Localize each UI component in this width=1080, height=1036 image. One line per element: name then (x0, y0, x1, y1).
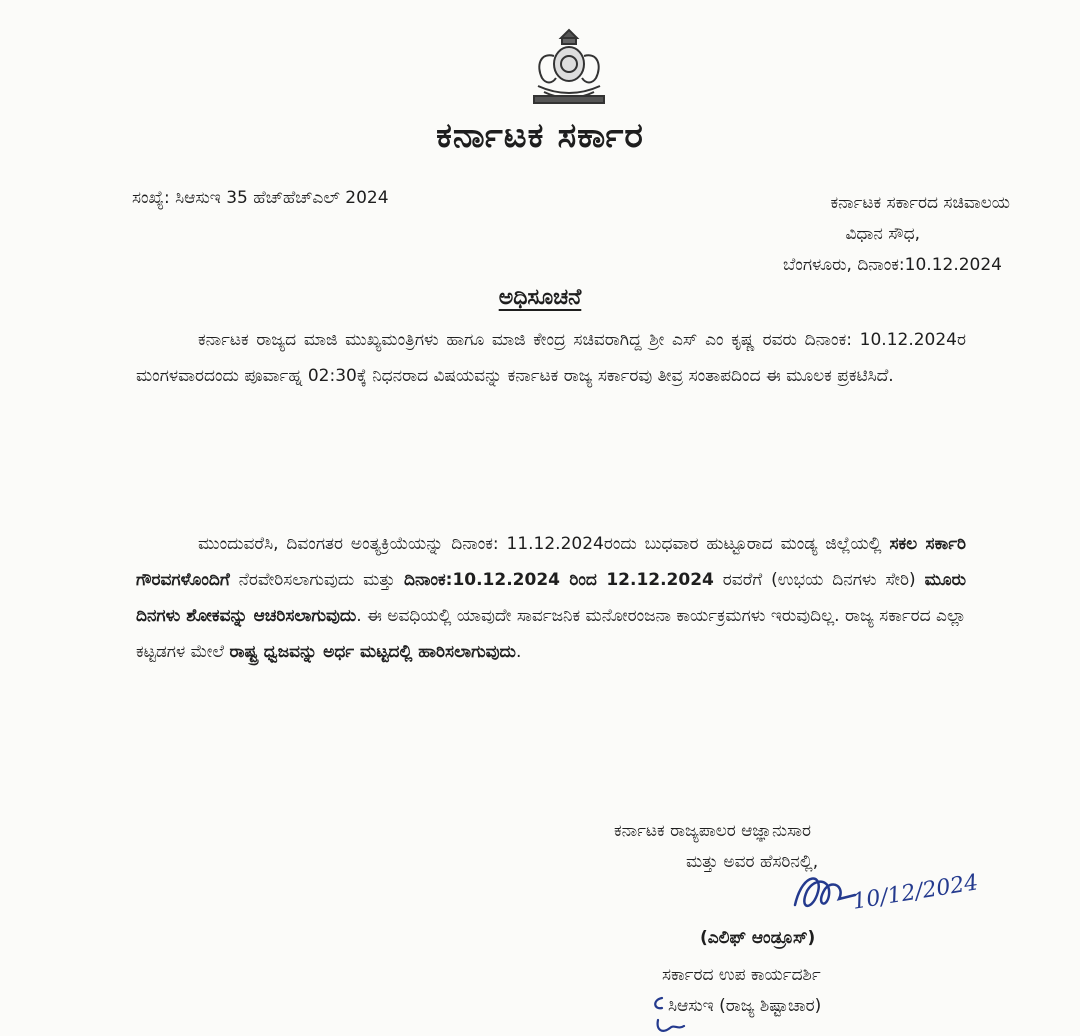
office-line: ಕರ್ನಾಟಕ ಸರ್ಕಾರದ ಸಚಿವಾಲಯ (830, 193, 1010, 213)
signer-name: (ಎಲಿಫ್ ಆಂಡ್ರೂಸ್) (700, 928, 816, 948)
body-paragraph-2 (136, 526, 966, 670)
office-line: ವಿಧಾನ ಸೌಧ, (845, 224, 920, 244)
paragraph-bold-text: ಮೂರು ದಿನಗಳು ಶೋಕವನ್ನು ಆಚರಿಸಲಾಗುವುದು (136, 570, 966, 626)
office-address (680, 188, 1010, 281)
paragraph-text: ಮುಂದುವರೆಸಿ, ದಿವಂಗತರ ಅಂತ್ಯಕ್ರಿಯೆಯನ್ನು ದಿನಾಂಕ: 11.12.2024ರಂದು ಬುಧವಾರ ಹುಟ್ಟೂರಾದ ಮಂಡ್ಯ ಜಿಲ್ಲೆಯಲ್ಲಿ (198, 534, 890, 554)
notification-heading: ಅಧಿಸೂಚನೆ (498, 285, 582, 310)
body-paragraph-1: ಕರ್ನಾಟಕ ರಾಜ್ಯದ ಮಾಜಿ ಮುಖ್ಯಮಂತ್ರಿಗಳು ಹಾಗೂ ಮಾಜಿ ಕೇಂದ್ರ ಸಚಿವರಾಗಿದ್ದ ಶ್ರೀ ಎಸ್ ಎಂ ಕೃಷ್ಣ ರವರು ದಿನಾಂಕ: 10.12.2024ರ ಮಂಗಳವಾರದಂದು ಪೂರ್ವಾಹ್ನ 02:30ಕ್ಕೆ ನಿಧನರಾದ ವಿಷಯವನ್ನು ಕರ್ನಾಟಕ ರಾಜ್ಯ ಸರ್ಕಾರವು ತೀವ್ರ ಸಂತಾಪದಿಂದ ಈ ಮೂಲಕ ಪ್ರಕಟಿಸಿದೆ. (136, 330, 966, 386)
authority-line: ಮತ್ತು ಅವರ ಹೆಸರಿನಲ್ಲಿ, (686, 852, 819, 872)
initial-mark-icon (648, 990, 698, 1036)
authority-line: ಕರ್ನಾಟಕ ರಾಜ್ಯಪಾಲರ ಆಜ್ಞಾನುಸಾರ (614, 821, 812, 841)
paragraph-text: ನೆರವೇರಿಸಲಾಗುವುದು ಮತ್ತು (229, 570, 405, 590)
paragraph-bold-text: ಸಕಲ ಸರ್ಕಾರಿ ಗೌರವಗಳೊಂದಿಗೆ (136, 534, 966, 590)
state-emblem-icon (528, 26, 610, 106)
paragraph-bold-text: ದಿನಾಂಕ:10.12.2024 ರಿಂದ 12.12.2024 (404, 570, 714, 590)
paragraph-bold-text: ರಾಷ್ಟ್ರ ಧ್ವಜವನ್ನು ಅರ್ಧ ಮಟ್ಟದಲ್ಲಿ ಹಾರಿಸಲಾಗುವುದು (229, 642, 516, 662)
paragraph-text: . ಈ ಅವಧಿಯಲ್ಲಿ ಯಾವುದೇ ಸಾರ್ವಜನಿಕ ಮನೋರಂಜನಾ ಕಾರ್ಯಕ್ರಮಗಳು ಇರುವುದಿಲ್ಲ. ರಾಜ್ಯ ಸರ್ಕಾರದ ಎಲ್ಲಾ ಕಟ್ಟಡಗಳ ಮೇಲೆ (136, 606, 966, 662)
paragraph-text: ರವರೆಗೆ (ಉಭಯ ದಿನಗಳು ಸೇರಿ) (713, 570, 925, 590)
designation-line: ಸರ್ಕಾರದ ಉಪ ಕಾರ್ಯದರ್ಶಿ (662, 965, 821, 985)
office-date-line: ಬೆಂಗಳೂರು, ದಿನಾಂಕ:10.12.2024 (783, 255, 1002, 275)
paragraph-text: . (515, 642, 522, 662)
reference-number: ಸಂಖ್ಯೆ: ಸಿಆಸುಇ 35 ಹೆಚ್‌ಹೆಚ್‌ಎಲ್ 2024 (132, 188, 389, 208)
government-title: ಕರ್ನಾಟಕ ಸರ್ಕಾರ (436, 116, 644, 156)
designation-line: ಸಿಆಸುಇ (ರಾಜ್ಯ ಶಿಷ್ಟಾಚಾರ) (668, 996, 822, 1016)
signature-date: 10/12/2024 (850, 870, 980, 915)
